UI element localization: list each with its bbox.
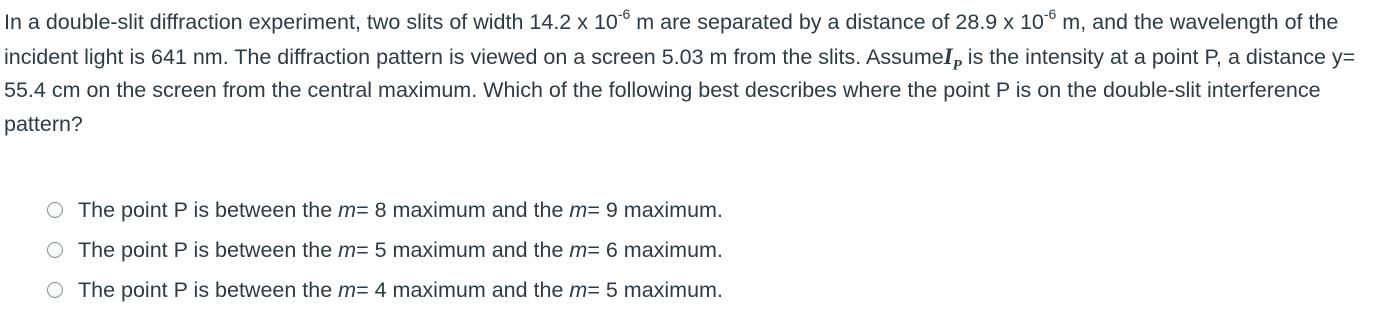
answer-1-prefix: The point P is between the — [78, 197, 339, 222]
question-part-2: m are separated by a distance of 28.9 x 10 — [630, 10, 1044, 34]
intensity-symbol-subscript: P — [952, 57, 962, 74]
exponent-2: -6 — [1043, 5, 1057, 22]
radio-button-1[interactable] — [47, 202, 63, 218]
answer-3-m2-eq: = 5 maximum. — [587, 277, 723, 302]
question-part-4: is the intensity at a point P, a distance y= 55.4 cm on the screen from the central maximum. Which of the following best describes where the point P is on the double-slit interference pattern? — [4, 44, 1356, 136]
intensity-symbol — [943, 43, 962, 74]
question-part-3: m, and the wavelength of the incident light is 641 nm. The diffraction pattern is viewed on a screen 5.03 m from the slits. Assume — [4, 10, 1339, 69]
answer-1-m1-var: m — [338, 197, 357, 222]
radio-button-3[interactable] — [47, 282, 63, 298]
answer-1-m2-eq: = 9 maximum. — [587, 197, 723, 222]
answer-option-2[interactable] — [47, 230, 723, 270]
answer-3-prefix: The point P is between the — [78, 277, 339, 302]
question-text — [4, 6, 1384, 141]
answer-option-1[interactable] — [47, 190, 723, 230]
answer-label-2[interactable] — [78, 238, 723, 263]
answer-option-3[interactable] — [47, 270, 723, 310]
answer-label-1[interactable] — [78, 198, 723, 223]
answer-3-m1-eq: = 4 maximum and the — [356, 277, 570, 302]
answer-2-prefix: The point P is between the — [78, 237, 339, 262]
answer-2-m2-eq: = 6 maximum. — [587, 237, 723, 262]
answer-1-m1-eq: = 8 maximum and the — [356, 197, 570, 222]
exponent-1: -6 — [617, 5, 631, 22]
question-part-1: In a double-slit diffraction experiment, two slits of width 14.2 x 10 — [4, 10, 618, 34]
answer-2-m1-var: m — [338, 237, 357, 262]
answer-3-m2-var: m — [569, 277, 588, 302]
answer-1-m2-var: m — [569, 197, 588, 222]
radio-button-2[interactable] — [47, 242, 63, 258]
answer-2-m1-eq: = 5 maximum and the — [356, 237, 570, 262]
answer-3-m1-var: m — [338, 277, 357, 302]
answer-label-3[interactable] — [78, 278, 723, 303]
answer-2-m2-var: m — [569, 237, 588, 262]
answer-options — [47, 190, 723, 310]
intensity-symbol-letter: I — [943, 43, 953, 69]
